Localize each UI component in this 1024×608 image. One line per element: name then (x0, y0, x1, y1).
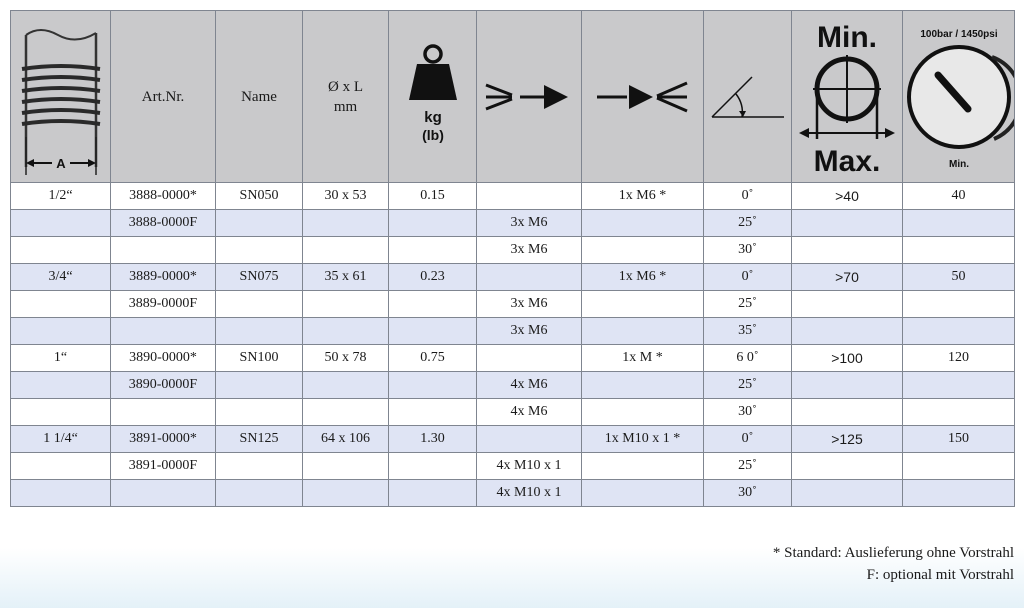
cell-pressure: 50 (903, 264, 1015, 291)
table-body (11, 183, 1015, 507)
cell-angle: 30˚ (704, 237, 792, 264)
cell-thread-size (11, 210, 111, 237)
cell-front-jets (582, 210, 704, 237)
cell-name (216, 480, 303, 507)
cell-thread-size (11, 453, 111, 480)
table-row (11, 210, 1015, 237)
table-row (11, 453, 1015, 480)
cell-thread-size (11, 318, 111, 345)
cell-pressure (903, 237, 1015, 264)
cell-pressure (903, 453, 1015, 480)
angle-icon (708, 67, 788, 127)
cell-dimensions (303, 210, 389, 237)
pipe-diameter-icon (795, 17, 899, 177)
cell-dimensions (303, 318, 389, 345)
gauge-bottom-label: Min. (948, 158, 969, 170)
cell-front-jets: 1x M * (582, 345, 704, 372)
weight-icon (403, 42, 463, 152)
cell-rear-jets: 4x M10 x 1 (477, 480, 582, 507)
cell-min-pipe (792, 318, 903, 345)
cell-dimensions (303, 291, 389, 318)
dimensions-line1: Ø x L (328, 78, 363, 95)
cell-weight: 1.30 (389, 426, 477, 453)
cell-name (216, 453, 303, 480)
cell-name: SN050 (216, 183, 303, 210)
cell-rear-jets: 3x M6 (477, 210, 582, 237)
cell-weight: 0.23 (389, 264, 477, 291)
footnote-standard: * Standard: Auslieferung ohne Vorstrahl (772, 545, 1014, 561)
thread-dimension-icon (16, 17, 106, 177)
cell-dimensions (303, 453, 389, 480)
cell-thread-size (11, 480, 111, 507)
table-row (11, 318, 1015, 345)
cell-dimensions (303, 399, 389, 426)
cell-rear-jets: 3x M6 (477, 291, 582, 318)
cell-name: SN075 (216, 264, 303, 291)
cell-min-pipe (792, 237, 903, 264)
header-front-jets (582, 11, 704, 183)
cell-angle: 25˚ (704, 372, 792, 399)
header-pipe-diameter (792, 11, 903, 183)
header-rear-jets (477, 11, 582, 183)
header-weight (389, 11, 477, 183)
pipe-min-label: Min. (817, 20, 877, 54)
cell-weight: 0.75 (389, 345, 477, 372)
cell-name: SN125 (216, 426, 303, 453)
cell-angle: 25˚ (704, 453, 792, 480)
cell-art-nr: 3890-0000F (111, 372, 216, 399)
cell-thread-size: 1/2“ (11, 183, 111, 210)
weight-kg-label: kg (423, 108, 442, 126)
cell-art-nr: 3891-0000F (111, 453, 216, 480)
cell-rear-jets: 3x M6 (477, 318, 582, 345)
header-thread (11, 11, 111, 183)
cell-min-pipe: >100 (792, 345, 903, 372)
cell-min-pipe (792, 372, 903, 399)
cell-pressure (903, 399, 1015, 426)
pipe-max-label: Max. (813, 144, 881, 177)
cell-thread-size (11, 372, 111, 399)
cell-rear-jets: 3x M6 (477, 237, 582, 264)
rear-jets-icon (482, 77, 576, 117)
table-row (11, 480, 1015, 507)
cell-rear-jets (477, 264, 582, 291)
cell-angle: 0˚ (704, 426, 792, 453)
spec-table (10, 10, 1015, 507)
cell-art-nr: 3889-0000F (111, 291, 216, 318)
cell-angle: 30˚ (704, 480, 792, 507)
cell-dimensions: 64 x 106 (303, 426, 389, 453)
cell-art-nr (111, 480, 216, 507)
cell-name (216, 237, 303, 264)
cell-dimensions (303, 480, 389, 507)
cell-min-pipe (792, 453, 903, 480)
cell-art-nr: 3889-0000* (111, 264, 216, 291)
cell-dimensions (303, 372, 389, 399)
cell-front-jets (582, 453, 704, 480)
header-art-nr: Art.Nr. (111, 11, 216, 183)
cell-dimensions (303, 237, 389, 264)
cell-pressure (903, 291, 1015, 318)
cell-art-nr (111, 399, 216, 426)
cell-rear-jets: 4x M6 (477, 399, 582, 426)
cell-weight (389, 399, 477, 426)
cell-pressure (903, 210, 1015, 237)
table-row (11, 264, 1015, 291)
cell-art-nr (111, 318, 216, 345)
cell-min-pipe (792, 291, 903, 318)
thread-label: A (55, 155, 66, 171)
header-dimensions (303, 11, 389, 183)
cell-angle: 6 0˚ (704, 345, 792, 372)
table-row (11, 345, 1015, 372)
cell-rear-jets: 4x M6 (477, 372, 582, 399)
cell-angle: 25˚ (704, 210, 792, 237)
cell-min-pipe: >40 (792, 183, 903, 210)
cell-angle: 0˚ (704, 264, 792, 291)
cell-name (216, 399, 303, 426)
table-row (11, 291, 1015, 318)
cell-min-pipe: >125 (792, 426, 903, 453)
cell-front-jets (582, 480, 704, 507)
cell-front-jets (582, 237, 704, 264)
cell-name (216, 372, 303, 399)
header-name: Name (216, 11, 303, 183)
cell-angle: 25˚ (704, 291, 792, 318)
cell-pressure (903, 318, 1015, 345)
table-row (11, 237, 1015, 264)
cell-thread-size (11, 237, 111, 264)
cell-weight (389, 291, 477, 318)
cell-thread-size (11, 399, 111, 426)
gauge-top-label: 100bar / 1450psi (919, 28, 998, 40)
table-row (11, 399, 1015, 426)
cell-front-jets: 1x M10 x 1 * (582, 426, 704, 453)
header-angle (704, 11, 792, 183)
cell-front-jets (582, 291, 704, 318)
cell-min-pipe (792, 480, 903, 507)
table-row (11, 183, 1015, 210)
cell-front-jets (582, 399, 704, 426)
cell-weight: 0.15 (389, 183, 477, 210)
cell-dimensions: 50 x 78 (303, 345, 389, 372)
cell-weight (389, 318, 477, 345)
front-jets-icon (593, 77, 693, 117)
cell-rear-jets (477, 345, 582, 372)
cell-thread-size: 3/4“ (11, 264, 111, 291)
footnote-optional: F: optional mit Vorstrahl (866, 567, 1014, 583)
table-row (11, 372, 1015, 399)
cell-dimensions: 30 x 53 (303, 183, 389, 210)
cell-front-jets (582, 372, 704, 399)
cell-angle: 30˚ (704, 399, 792, 426)
cell-art-nr: 3888-0000F (111, 210, 216, 237)
cell-front-jets: 1x M6 * (582, 183, 704, 210)
pressure-gauge-icon (904, 17, 1014, 177)
dimensions-line2: mm (333, 98, 358, 115)
cell-art-nr (111, 237, 216, 264)
cell-name (216, 318, 303, 345)
cell-pressure: 150 (903, 426, 1015, 453)
cell-name: SN100 (216, 345, 303, 372)
cell-pressure (903, 480, 1015, 507)
cell-dimensions: 35 x 61 (303, 264, 389, 291)
cell-art-nr: 3891-0000* (111, 426, 216, 453)
cell-thread-size: 1 1/4“ (11, 426, 111, 453)
cell-angle: 35˚ (704, 318, 792, 345)
cell-rear-jets: 4x M10 x 1 (477, 453, 582, 480)
cell-weight (389, 453, 477, 480)
cell-thread-size: 1“ (11, 345, 111, 372)
cell-art-nr: 3890-0000* (111, 345, 216, 372)
cell-min-pipe (792, 210, 903, 237)
cell-front-jets (582, 318, 704, 345)
cell-angle: 0˚ (704, 183, 792, 210)
cell-min-pipe: >70 (792, 264, 903, 291)
header-row (11, 11, 1015, 183)
table-row (11, 426, 1015, 453)
cell-name (216, 210, 303, 237)
cell-weight (389, 210, 477, 237)
cell-weight (389, 372, 477, 399)
footnote (773, 542, 1014, 586)
cell-pressure (903, 372, 1015, 399)
cell-weight (389, 480, 477, 507)
cell-rear-jets (477, 426, 582, 453)
cell-art-nr: 3888-0000* (111, 183, 216, 210)
cell-min-pipe (792, 399, 903, 426)
cell-rear-jets (477, 183, 582, 210)
cell-pressure: 120 (903, 345, 1015, 372)
weight-lb-label: (lb) (421, 126, 444, 143)
cell-thread-size (11, 291, 111, 318)
cell-front-jets: 1x M6 * (582, 264, 704, 291)
cell-weight (389, 237, 477, 264)
header-pressure (903, 11, 1015, 183)
cell-name (216, 291, 303, 318)
cell-pressure: 40 (903, 183, 1015, 210)
